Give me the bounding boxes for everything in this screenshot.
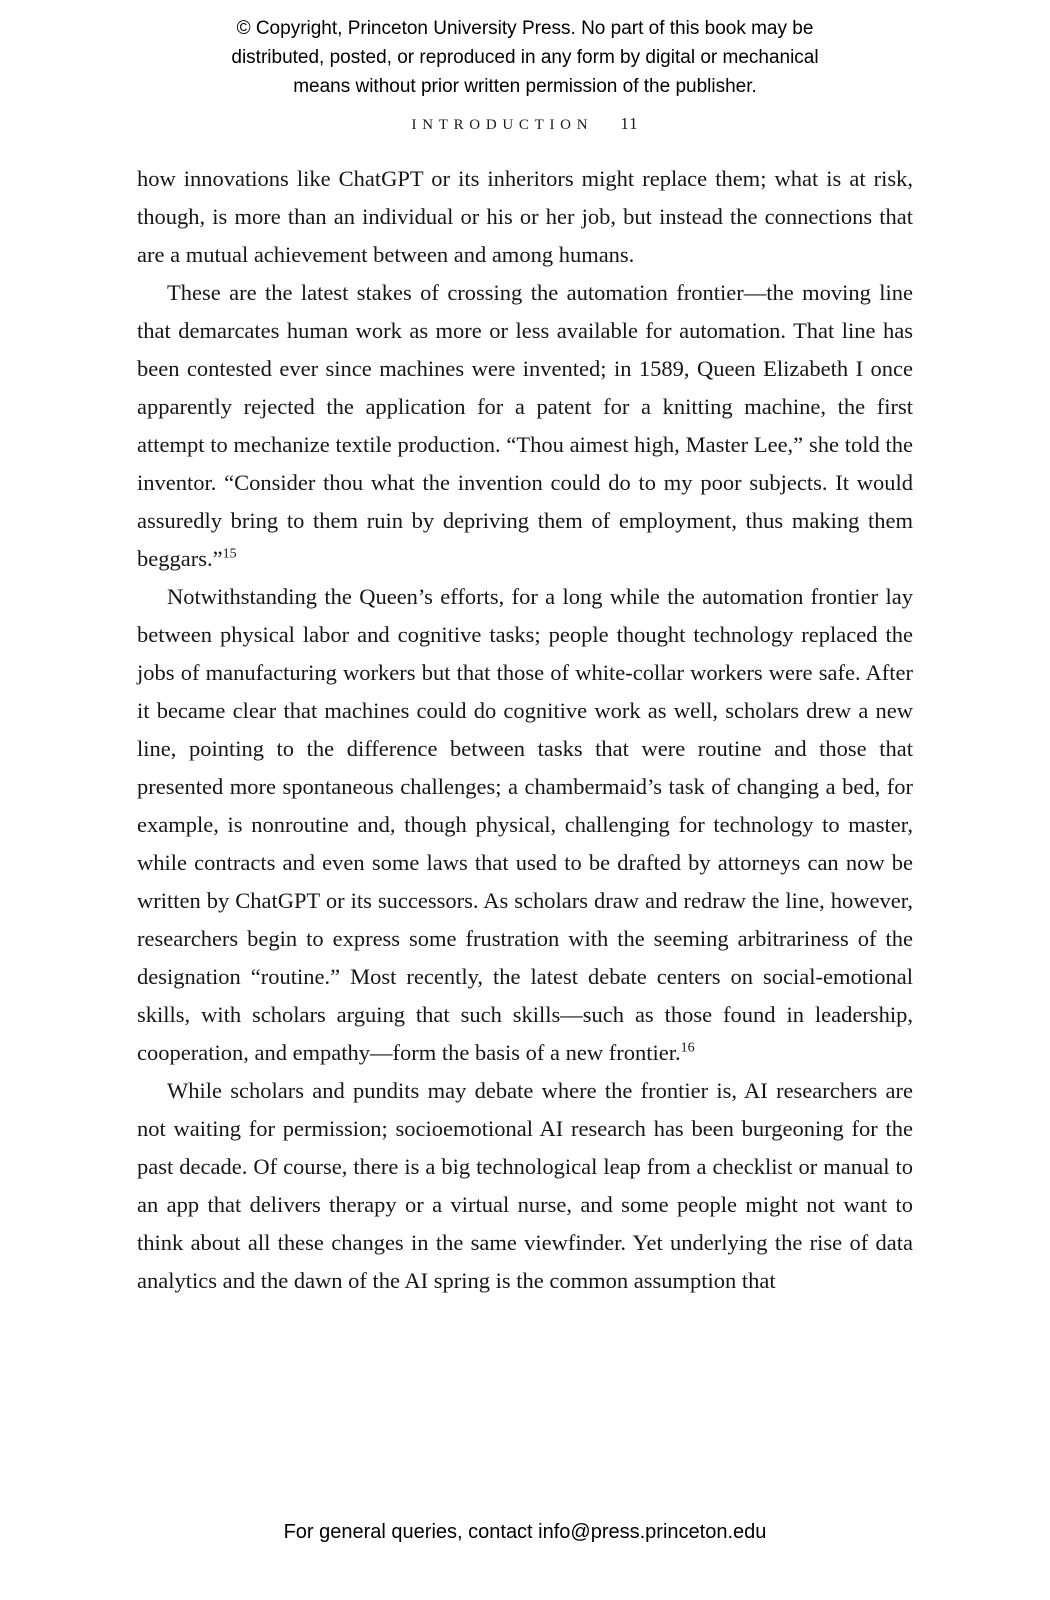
running-head bbox=[0, 114, 1050, 134]
page-number: 11 bbox=[620, 114, 639, 133]
copyright-line: © Copyright, Princeton University Press. No part of this book may be bbox=[236, 18, 814, 39]
body-text bbox=[137, 160, 913, 1300]
copyright-line: distributed, posted, or reproduced in any form by digital or mechanical bbox=[231, 47, 819, 68]
chapter-title: INTRODUCTION bbox=[411, 117, 594, 133]
copyright-notice bbox=[145, 0, 905, 101]
paragraph: While scholars and pundits may debate where the frontier is, AI researchers are not waiting for permission; socioemotional AI research has been burgeoning for the past decade. Of course, there is a big technological leap from a checklist or manual to an app that delivers therapy or a virtual nurse, and some people might not want to think about all these changes in the same viewfinder. Yet underlying the rise of data analytics and the dawn of the AI spring is the common assumption that bbox=[137, 1078, 913, 1293]
footnote-ref: 16 bbox=[680, 1040, 695, 1056]
footnote-ref: 15 bbox=[222, 546, 237, 562]
copyright-line: means without prior written permission of the publisher. bbox=[293, 76, 757, 97]
paragraph: These are the latest stakes of crossing the automation frontier—the moving line that demarcates human work as more or less available for automation. That line has been contested ever since machines were invented; in 1589, Queen Elizabeth I once apparently rejected the application for a patent for a knitting machine, the first attempt to mechanize textile production. “Thou aimest high, Master Lee,” she told the inventor. “Consider thou what the invention could do to my poor subjects. It would assuredly bring to them ruin by depriving them of employment, thus making them beggars.”$^{15}$ bbox=[137, 280, 913, 571]
paragraph: how innovations like ChatGPT or its inheritors might replace them; what is at risk, though, is more than an individual or his or her job, but instead the connections that are a mutual achievement between and among humans. bbox=[137, 166, 913, 267]
footer-queries: For general queries, contact info@press.princeton.edu bbox=[283, 1521, 767, 1543]
paragraph: Notwithstanding the Queen’s efforts, for a long while the automation frontier lay between physical labor and cognitive tasks; people thought technology replaced the jobs of manufacturing workers but that those of white-collar workers were safe. After it became clear that machines could do cognitive work as well, scholars drew a new line, pointing to the difference between tasks that were routine and those that presented more spontaneous challenges; a chambermaid’s task of changing a bed, for example, is nonroutine and, though physical, challenging for technology to master, while contracts and even some laws that used to be drafted by attorneys can now be written by ChatGPT or its successors. As scholars draw and redraw the line, however, researchers begin to express some frustration with the seeming arbitrariness of the designation “routine.” Most recently, the latest debate centers on social-emotional skills, with scholars arguing that such skills—such as those found in leadership, cooperation, and empathy—form the basis of a new frontier.$^{16}$ bbox=[137, 584, 913, 1065]
